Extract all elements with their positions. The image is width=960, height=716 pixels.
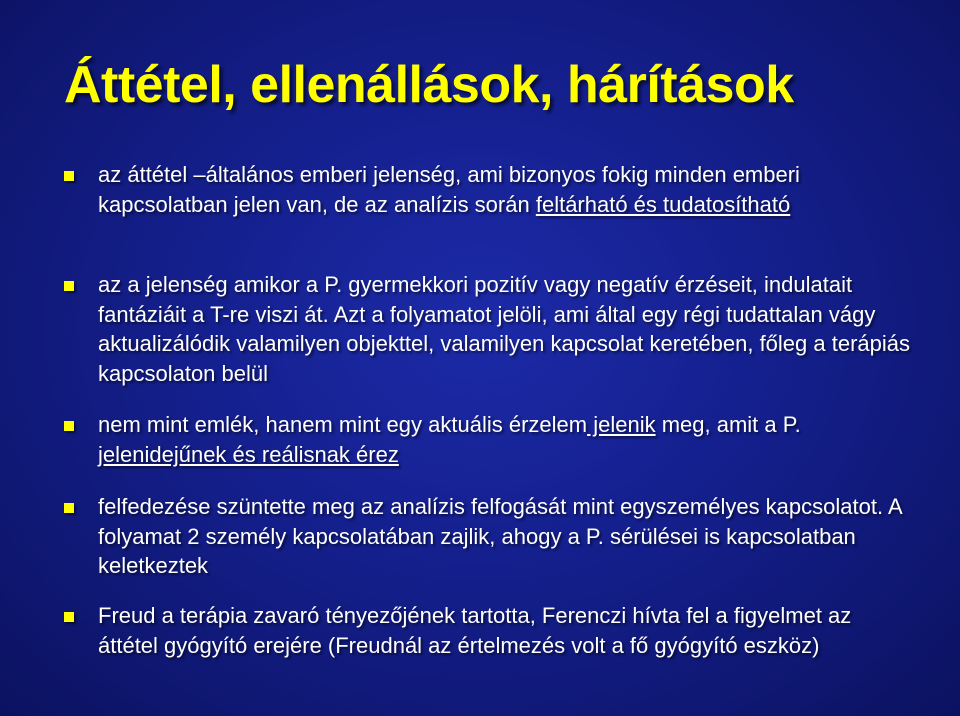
square-bullet-icon xyxy=(64,281,74,291)
bullet-text xyxy=(98,601,914,660)
bullet-text xyxy=(98,160,914,219)
bullet-text-underlined: jelenik xyxy=(587,412,656,437)
square-bullet-icon xyxy=(64,421,74,431)
bullet-text xyxy=(98,270,914,388)
bullet-text-plain: az áttétel –általános emberi jelenség, ami bizonyos fokig minden emberi kapcsolatban jelen van, de az analízis során xyxy=(98,162,800,217)
bullet-text xyxy=(98,492,914,581)
bullet-text-plain: az a jelenség amikor a P. gyermekkori pozitív vagy negatív érzéseit, indulatait fantáziáit a T-re viszi át. Azt a folyamatot jelöli, ami által egy régi tudattalan vágy aktualizálódik valamilyen objekttel, valamilyen kapcsolat keretében, főleg a terápiás kapcsolaton belül xyxy=(98,272,911,386)
bullet-text-plain: nem mint emlék, hanem mint egy aktuális érzelem xyxy=(98,412,588,437)
bullet-text-underlined: feltárható és tudatosítható xyxy=(535,191,791,217)
bullet-text-plain: felfedezése szüntette meg az analízis felfogását mint egyszemélyes kapcsolatot. A folyamat 2 személy kapcsolatában zajlik, ahogy a P. sérülései is kapcsolatban keletkeztek xyxy=(98,494,902,578)
bullet-text-underlined-tail: jelenidejűnek és reálisnak érez xyxy=(98,441,399,467)
bullet-text-plain-tail: meg, amit a P. xyxy=(655,412,801,437)
slide-title: Áttétel, ellenállások, hárítások xyxy=(64,56,794,114)
bullet-text xyxy=(98,410,914,469)
square-bullet-icon xyxy=(64,171,74,181)
square-bullet-icon xyxy=(64,503,74,513)
bullet-text-plain: Freud a terápia zavaró tényezőjének tartotta, Ferenczi hívta fel a figyelmet az áttétel gyógyító erejére (Freudnál az értelmezés volt a fő gyógyító eszköz) xyxy=(98,603,852,658)
square-bullet-icon xyxy=(64,612,74,622)
